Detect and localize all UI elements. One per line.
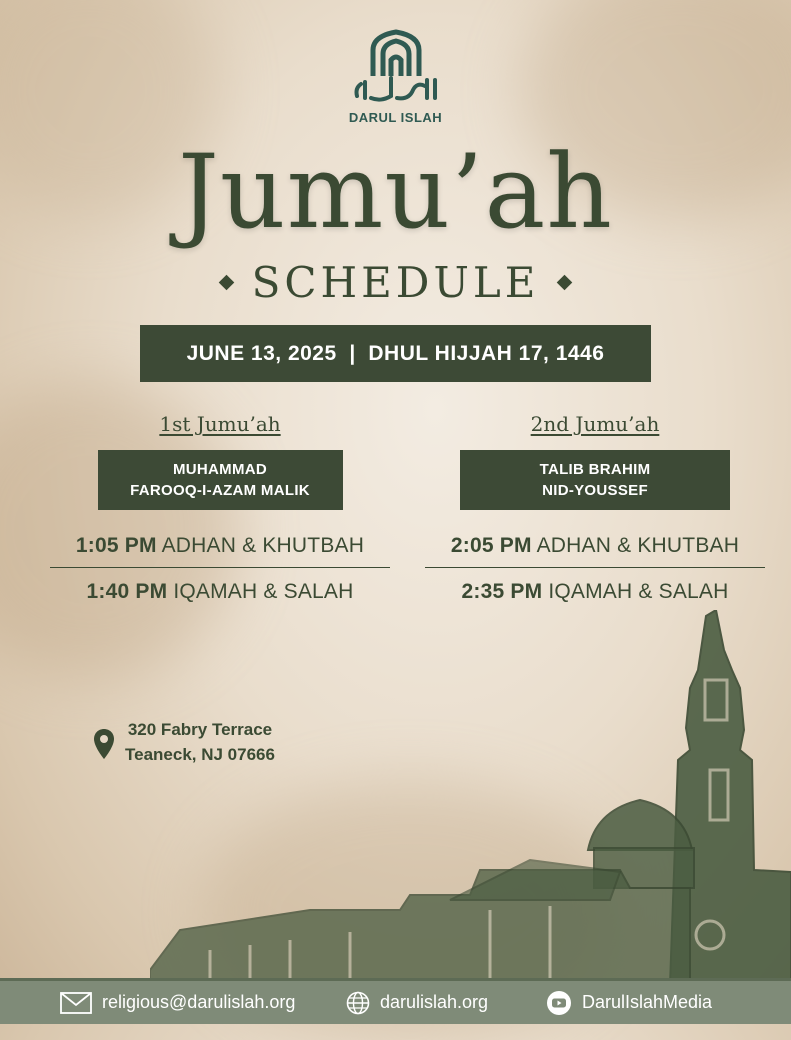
diamond-ornament-icon (218, 274, 234, 290)
first-speaker-box (98, 450, 343, 510)
logo-name: DARUL ISLAH (348, 110, 443, 125)
first-adhan-label: ADHAN & KHUTBAH (161, 534, 365, 557)
second-speaker-box (460, 450, 730, 510)
second-jumuah-heading: 2nd Jumu’ah (530, 412, 660, 436)
globe-icon (346, 991, 370, 1015)
second-jumuah-column (425, 412, 765, 604)
footer-bar (0, 978, 791, 1024)
second-iqamah-time: 2:35 PM (461, 580, 543, 603)
logo (0, 28, 791, 125)
footer-youtube[interactable] (546, 990, 712, 1016)
footer-website-text[interactable]: darulislah.org (380, 992, 489, 1012)
diamond-ornament-icon (557, 274, 573, 290)
footer-email[interactable] (60, 992, 295, 1014)
second-adhan-time: 2:05 PM (450, 534, 532, 557)
first-jumuah-heading: 1st Jumu’ah (159, 412, 281, 436)
first-adhan-row (50, 534, 390, 568)
first-iqamah-label: IQAMAH & SALAH (173, 580, 354, 603)
first-iqamah-row (50, 580, 390, 604)
first-iqamah-time: 1:40 PM (86, 580, 168, 603)
second-adhan-row (425, 534, 765, 568)
youtube-icon (546, 990, 572, 1016)
second-speaker-line1: TALIB BRAHIM (539, 461, 651, 478)
subtitle-text: SCHEDULE (251, 258, 540, 307)
page-subtitle (0, 258, 791, 307)
location-pin-icon (93, 728, 115, 760)
date-text: JUNE 13, 2025 | DHUL HIJJAH 17, 1446 (186, 341, 605, 365)
address-line2: Teaneck, NJ 07666 (125, 744, 275, 764)
mosque-illustration (150, 610, 791, 985)
second-iqamah-row (425, 580, 765, 604)
second-iqamah-label: IQAMAH & SALAH (548, 580, 729, 603)
date-banner (140, 325, 651, 382)
first-speaker-line1: MUHAMMAD (172, 461, 268, 478)
second-adhan-label: ADHAN & KHUTBAH (536, 534, 740, 557)
footer-email-text[interactable]: religious@darulislah.org (102, 992, 296, 1012)
first-adhan-time: 1:05 PM (75, 534, 157, 557)
envelope-icon (60, 992, 92, 1014)
footer-website[interactable] (346, 991, 488, 1015)
address-line1: 320 Fabry Terrace (127, 720, 273, 739)
first-jumuah-column (50, 412, 390, 604)
second-speaker-line2: NID-YOUSSEF (542, 482, 648, 499)
first-speaker-line2: FAROOQ-I-AZAM MALIK (130, 482, 310, 499)
page-title: Jumu’ah (178, 133, 613, 252)
footer-youtube-text[interactable]: DarulIslahMedia (582, 992, 713, 1012)
darul-islah-logo-icon (351, 28, 441, 108)
